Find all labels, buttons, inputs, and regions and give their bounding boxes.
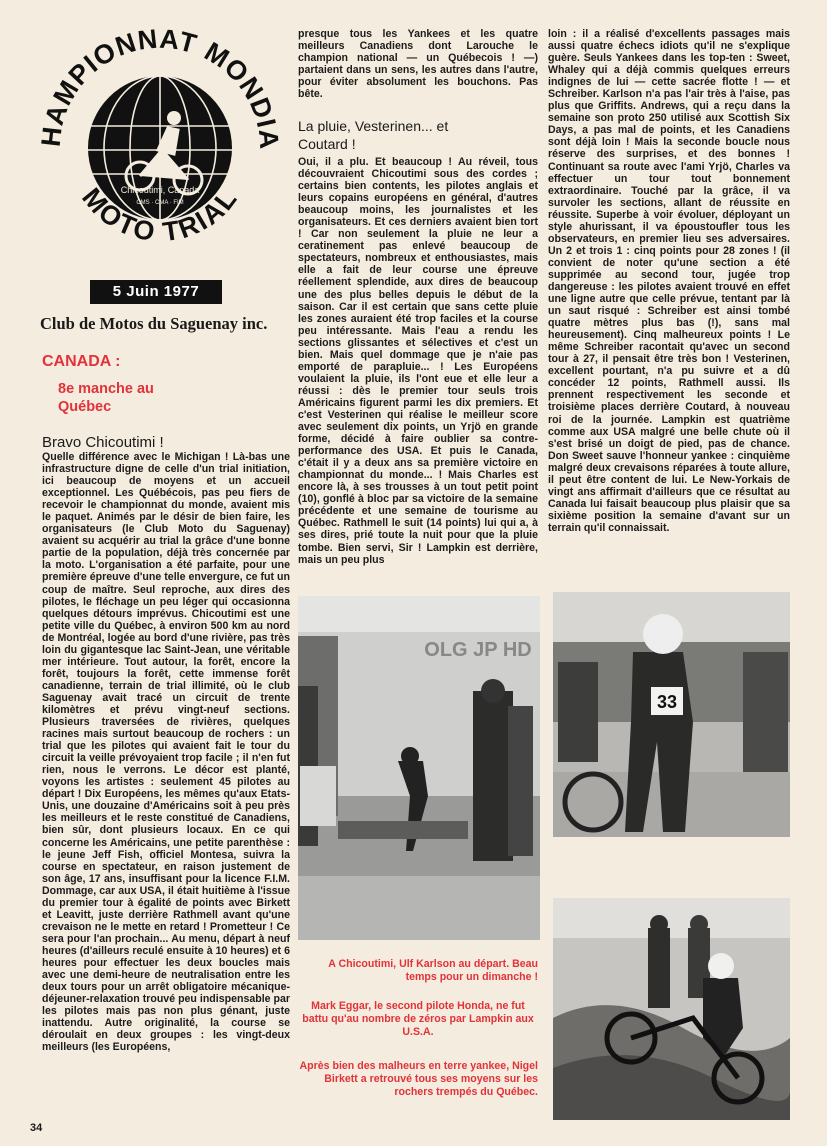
photo-birkett [553, 898, 790, 1120]
article-column-2 [298, 156, 538, 588]
caption-karlson: A Chicoutimi, Ulf Karlson au départ. Beau temps pour un dimanche ! [328, 958, 538, 983]
photo-overlay-text: OLG JP HD [424, 639, 532, 661]
article-column-1 [42, 451, 290, 1116]
headline-country: CANADA : [42, 353, 121, 370]
headline-subtitle: 8e manche au Québec [58, 381, 154, 415]
article-column-2-top [298, 28, 538, 106]
column-2-text: Oui, il a plu. Et beaucoup ! Au réveil, tous découvraient Chicoutimi sous des cordes ; certains bien contents, les pilotes anglais et leurs copains européens en général, d'autres beaucoup moins, les journalistes et les organisateurs. Et ces derniers avaient bien tort ! Car non seulement la pluie ne leur a ceratinement pas enlevé beaucoup de spectateurs, nombreux et enthousiastes, mais elle a fait de leur course une épreuve réellement splendide, aux dires de beaucoup une des plus belles depuis le début de la saison. Car il est certain que sans cette pluie les zones auraient été trop faciles et la course peu intéressante. Mais l'eau a rendu les sections glissantes et sélectives et c'est un bien. Mais quel dommage que je n'aie pas emporté de parapluie... ! Les Européens voulaient la pluie, ils l'ont eue et elle leur a réussi : dès le premier tour seuls trois Américains figurent parmi les dix premiers. Et c'est Vesterinen qui réalise le meilleur score avec seulement dix points, un Yrjö en grande forme, décidé à faire oublier sa contre-performance des USA. Et puis le Canada, c'était il y a deux ans sa première victoire en championnat du monde... ! Mais Charles est encore là, à ses trousses à un tout petit point (10), gonflé à bloc par sa victoire de la semaine précédente et une semaine de tourisme au Québec. Rathmell le suit (14 points) lui qui a, à ses dires, prié toute la nuit pour que la pluie tombe. Bien servi, Sir ! Lampkin est derrière, mais un peu plus [298, 156, 538, 566]
caption-eggar: Mark Eggar, le second pilote Honda, ne fut battu qu'au nombre de zéros par Lampkin aux U.S.A. [302, 1000, 534, 1038]
club-name: Club de Motos du Saguenay inc. [40, 314, 268, 333]
logo-top-text: AMPIONNAT MONDI [40, 23, 280, 132]
photo-start-line [298, 596, 540, 940]
rider-bib-number: 33 [656, 692, 678, 712]
page-number: 34 [30, 1122, 43, 1134]
caption-birkett: Après bien des malheurs en terre yankee, Nigel Birkett a retrouvé tous ses moyens sur les rochers trempés du Québec. [299, 1060, 538, 1098]
photo-eggar [553, 592, 790, 837]
logo-inner-text: Chicoutimi, Canada [120, 185, 200, 195]
section-title-bravo: Bravo Chicoutimi ! [42, 434, 164, 451]
logo-bottom-text: MOTO TRIAL [76, 182, 244, 248]
column-2-top-text: presque tous les Yankees et les quatre meilleurs Canadiens dont Larouche le champion national — un Québecois ! —) partaient dans un sens, les autres dans l'autre, pour éviter absolument les bouchons. Pas bête. [298, 28, 538, 101]
column-3-text: loin : il a réalisé d'excellents passages mais aussi quatre échecs idiots qu'il ne s'explique guère. Seuls Yankees dans les top-ten : Sweet, Whaley qui a déjà commis quelques erreurs indignes de lui — cette sacrée flotte ! — et Schreiber. Karlson n'a pas l'air très à l'aise, pas plus que Griffits. Andrews, qui a reçu dans la semaine son proto 250 utilisé aux Scottish Six Days, a pas mal de points, et les Canadiens sont déjà loin ! Mais la seconde boucle nous réserve des surprises, et des bonnes ! Continuant sa route avec l'ami Yrjö, Charles va effectuer un tour tout bonnement extraordinaire. Touché par la grâce, il va survoler les sections, allant de réussite en réussite. Superbe à voir évoluer, déployant un style ahurissant, il va époustoufler tous les observateurs, en premier lieu ses adversaires. Un 2 et trois 1 : cinq points pour 28 zones ! (il convient de noter qu'une section a été supprimée au second tour, jugée trop dangereuse : les pilotes avaient trouvé en effet une ligne autre que celle prévue, tentant par là un saut risqué : Schreiber est ainsi tombé quatre mètres plus bas (!), sans mal heureusement). Cinq malheureux points ! Le même Schreiber racontait qu'avec un second tour à 27, il pensait être très bon ! Vesterinen, excellent pourtant, n'a pu suivre et a dû concéder 12 points, Rathmell aussi. Ils prennent respectivement les seconde et troisième places derrière Coutard, à nouveau roi de la journée. Lampkin est quatrième comme aux USA malgré une belle chute où il s'est brisé un doigt de pied, pas de chance. Don Sweet sauve l'honneur yankee : cinquième malgré deux crevaisons réparées à toute allure, il peut être content de lui. Le New-Yorkais de vingt ans affirmait d'ailleurs que ce résultat au Canada lui faisait beaucoup plus plaisir que sa sixième position la semaine d'avant sur un terrain qu'il connaissait. [548, 28, 790, 534]
logo-inner-small: CMS · CMA · FIM [136, 200, 184, 206]
event-date: 5 Juin 1977 [90, 280, 222, 304]
column-1-text: Quelle différence avec le Michigan ! Là-bas une infrastructure digne de celle d'un trial initiation, ici beaucoup de moyens et un accueil exceptionnel. Les Québécois, pas peu fiers de recevoir le championnat du monde, avaient mis le paquet. Animés par le désir de bien faire, les organisateurs (le Club Moto du Saguenay) avaient su acquérir au trial la grâce d'une bonne partie de la population, déjà très concernée par la moto. L'organisation a été parfaite, pour une première épreuve d'une telle envergure, ce fut un coup de maître. Seul reproche, aux dires des pilotes, le fléchage un peu léger qui occasionna quelques détours imprévus. Chicoutimi est une petite ville du Québec, à environ 500 km au nord de Montréal, logée au bord d'une rivière, pas très loin du gigantesque lac Saint-Jean, une véritable mer intérieure. Tout autour, la forêt, encore la forêt, toujours la forêt, cette immense forêt canadienne, terrain de trial illimité, où le club Saguenay avait tracé un circuit de trente kilomètres et prévu vingt-neuf sections. Plusieurs traversées de rivières, quelques racines mais surtout beaucoup de rochers : un trial que les pilotes qui avaient fait le tour du circuit la veille prévoyaient trop facile ; il n'en fut rien, nous le verrons. Le décor est planté, voyons les artistes : seulement 45 pilotes au départ ! Dix Européens, les mêmes qu'aux Etats-Unis, une douzaine d'Américains soit à peu près les meilleurs et le reste constitué de Canadiens, bien sûr, dont plusieurs locaux. En ce qui concerne les Américains, une petite parenthèse : le jeune Jeff Fish, officiel Montesa, suivra la course en spectateur, en raison justement de son âge, 17 ans, insuffisant pour la licence F.I.M. Dommage, car aux USA, il était huitième à l'issue du premier tour à égalité de points avec Birkett et Leavitt, juste derrière Rathmell avant qu'une crevaison ne le mette en retard ! Prometteur ! Ce sera pour l'an prochain... Au menu, départ à neuf heures (d'ailleurs reculé ensuite à 10 heures) et 6 heures pour effectuer les deux boucles mais avec une demi-heure de neutralisation entre les deux tours pour un arrêt obligatoire mécanique-déjeuner-relaxation trouvé peu indispensable par les pilotes mais pas non plus génant, juste inattendu. Autre originalité, la course se déroulait en deux groupes : les vingt-deux meilleurs (les Européens, [42, 451, 290, 1054]
championship-logo [40, 18, 280, 268]
article-column-3 [548, 28, 790, 584]
section-title-pluie: La pluie, Vesterinen... et Coutard ! [298, 118, 449, 152]
